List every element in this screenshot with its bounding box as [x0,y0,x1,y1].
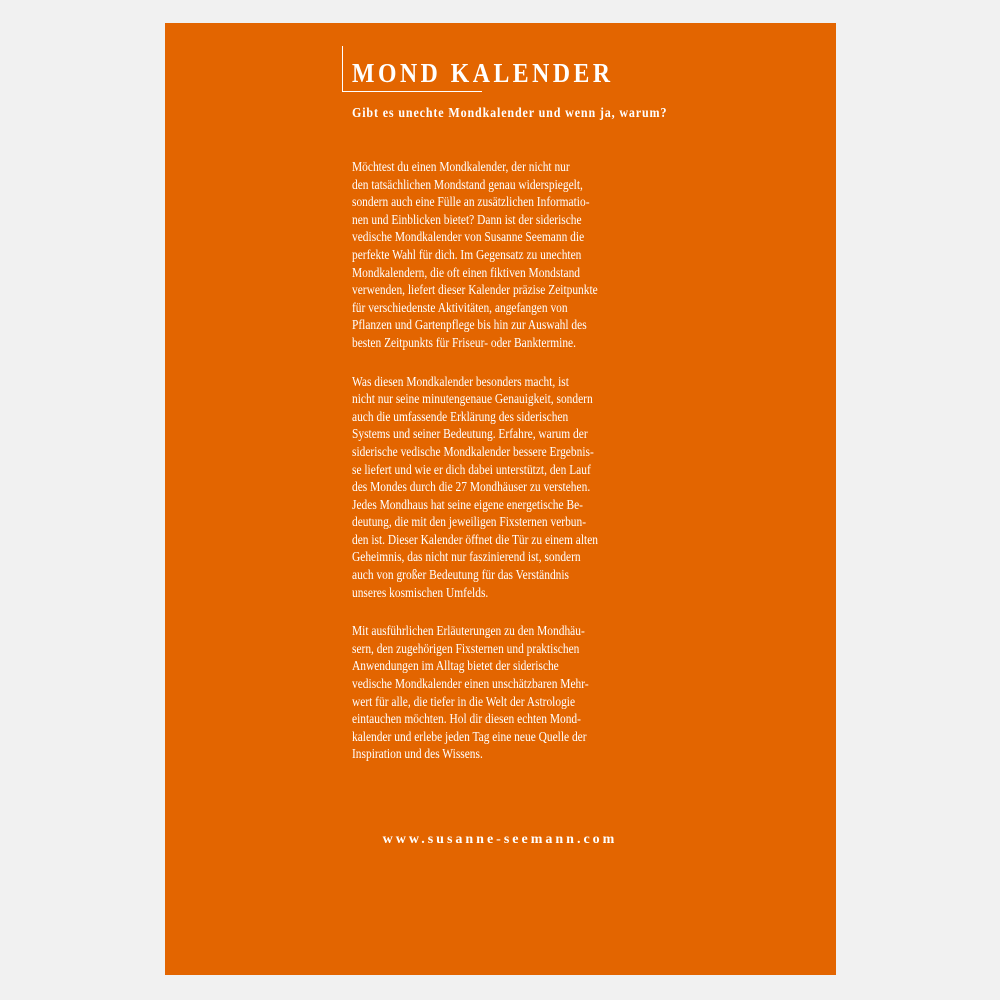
text-line: Mit ausführlichen Erläuterungen zu den Mondhäu- [352,623,585,639]
text-line: sern, den zugehörigen Fixsternen und praktischen [352,640,580,656]
text-line: für verschiedenste Aktivitäten, angefangen von [352,299,568,315]
text-line: Jedes Mondhaus hat seine eigene energetische Be- [352,496,583,512]
text-line: wert für alle, die tiefer in die Welt der Astrologie [352,693,576,709]
text-line: siderische vedische Mondkalender bessere Ergebnis- [352,443,594,459]
text-line: Pflanzen und Gartenpflege bis hin zur Auswahl des [352,317,587,333]
text-line: unseres kosmischen Umfelds. [352,584,489,600]
text-line: Systems und seiner Bedeutung. Erfahre, warum der [352,426,588,442]
text-line: Inspiration und des Wissens. [352,746,483,762]
website-url: www.susanne-seemann.com [382,832,618,847]
text-line: besten Zeitpunkts für Friseur- oder Banktermine. [352,334,576,350]
text-line: Geheimnis, das nicht nur faszinierend ist, sondern [352,549,581,565]
text-line: vedische Mondkalender einen unschätzbaren Mehr- [352,676,589,692]
text-line: auch von großer Bedeutung für das Verständnis [352,567,570,583]
text-line: verwenden, liefert dieser Kalender präzise Zeitpunkte [352,282,598,298]
title-frame-line-horizontal [342,91,482,92]
paragraph-2 [352,373,712,602]
text-line: se liefert und wie er dich dabei unterstützt, den Lauf [352,461,591,477]
text-line: perfekte Wahl für dich. Im Gegensatz zu unechten [352,246,582,262]
text-line: auch die umfassende Erklärung des siderischen [352,408,569,424]
text-line: nicht nur seine minutengenaue Genauigkeit, sondern [352,391,593,407]
text-line: sondern auch eine Fülle an zusätzlichen Informatio- [352,194,590,210]
text-line: nen und Einblicken bietet? Dann ist der siderische [352,211,582,227]
paragraph-1 [352,158,712,352]
text-line: den ist. Dieser Kalender öffnet die Tür zu einem alten [352,531,598,547]
text-line: Mondkalendern, die oft einen fiktiven Mondstand [352,264,581,280]
body-text [352,158,712,784]
text-line: vedische Mondkalender von Susanne Seemann die [352,229,585,245]
text-line: eintauchen möchten. Hol dir diesen echten Mond- [352,711,581,727]
text-line: Was diesen Mondkalender besonders macht, ist [352,373,569,389]
paragraph-3 [352,622,712,763]
page-subtitle: Gibt es unechte Mondkalender und wenn ja, warum? [352,106,668,121]
text-line: Möchtest du einen Mondkalender, der nicht nur [352,159,570,174]
text-line: des Mondes durch die 27 Mondhäuser zu verstehen. [352,479,591,495]
page-title: MOND KALENDER [352,58,614,88]
text-line: kalender und erlebe jeden Tag eine neue Quelle der [352,728,587,744]
text-line: den tatsächlichen Mondstand genau widerspiegelt, [352,176,583,192]
text-line: Anwendungen im Alltag bietet der siderische [352,658,559,674]
text-line: deutung, die mit den jeweiligen Fixsternen verbun- [352,514,587,530]
title-frame-line-vertical [342,46,343,92]
